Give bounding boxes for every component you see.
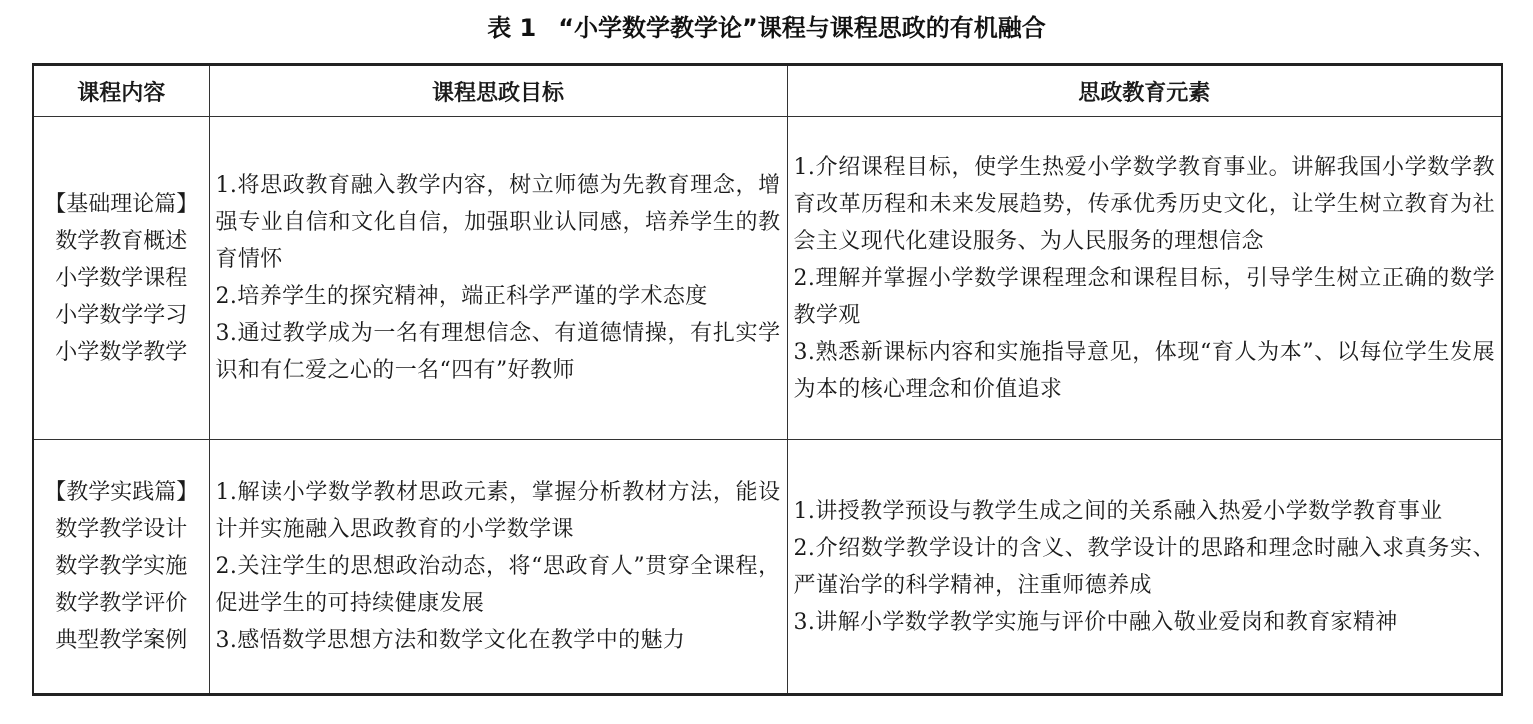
topic-item: 数学教学评价 [55,591,188,616]
table-row [33,117,1502,440]
element-item: 3.熟悉新课标内容和实施指导意见，体现“育人为本”、以每位学生发展为本的核心理念和价值追求 [793,339,1495,402]
element-item: 2.理解并掌握小学数学课程理念和课程目标，引导学生树立正确的数学教学观 [793,265,1495,328]
header-ideological-elements: 思政教育元素 [787,65,1502,117]
goal-item: 3.通过教学成为一名有理想信念、有道德情操，有扎实学识和有仁爱之心的一名“四有”好教师 [215,321,781,383]
goals-cell [209,117,787,440]
section-title: 【基础理论篇】 [44,191,199,217]
elements-cell [787,440,1502,695]
header-row [33,65,1502,117]
goals-cell [209,440,787,695]
table-title: “小学数学教学论”课程与课程思政的有机融合 [558,14,1046,42]
element-item: 1.介绍课程目标，使学生热爱小学数学教育事业。讲解我国小学数学教育改革历程和未来发展趋势，传承优秀历史文化，让学生树立教育为社会主义现代化建设服务、为人民服务的理想信念 [793,154,1495,254]
section-title: 【教学实践篇】 [44,480,199,505]
topic-item: 数学教学实施 [55,554,188,579]
table-caption [0,12,1533,44]
goal-item: 2.关注学生的思想政治动态，将“思政育人”贯穿全课程，促进学生的可持续健康发展 [215,554,781,616]
course-content-cell [33,117,209,440]
header-course-content: 课程内容 [33,65,209,117]
topic-item: 小学数学课程 [55,265,188,291]
table-row [33,440,1502,695]
goal-item: 3.感悟数学思想方法和数学文化在教学中的魅力 [215,628,686,653]
element-item: 3.讲解小学数学教学实施与评价中融入敬业爱岗和教育家精神 [793,609,1398,635]
element-item: 1.讲授教学预设与教学生成之间的关系融入热爱小学数学教育事业 [793,498,1443,524]
topic-item: 小学数学教学 [55,339,188,365]
topic-item: 小学数学学习 [55,302,188,328]
course-content-cell [33,440,209,695]
topic-item: 典型教学案例 [55,628,188,653]
header-ideological-goals: 课程思政目标 [209,65,787,117]
table-number: 表 1 [487,14,537,42]
goal-item: 2.培养学生的探究精神，端正科学严谨的学术态度 [215,284,708,309]
topic-item: 数学教学设计 [55,517,188,542]
integration-table [32,63,1503,696]
goal-item: 1.将思政教育融入教学内容，树立师德为先教育理念，增强专业自信和文化自信，加强职业认同感，培养学生的教育情怀 [215,173,781,272]
element-item: 2.介绍数学教学设计的含义、教学设计的思路和理念时融入求真务实、严谨治学的科学精神，注重师德养成 [793,535,1495,598]
elements-cell [787,117,1502,440]
goal-item: 1.解读小学数学教材思政元素，掌握分析教材方法，能设计并实施融入思政教育的小学数学课 [215,480,781,542]
topic-item: 数学教育概述 [55,228,188,254]
